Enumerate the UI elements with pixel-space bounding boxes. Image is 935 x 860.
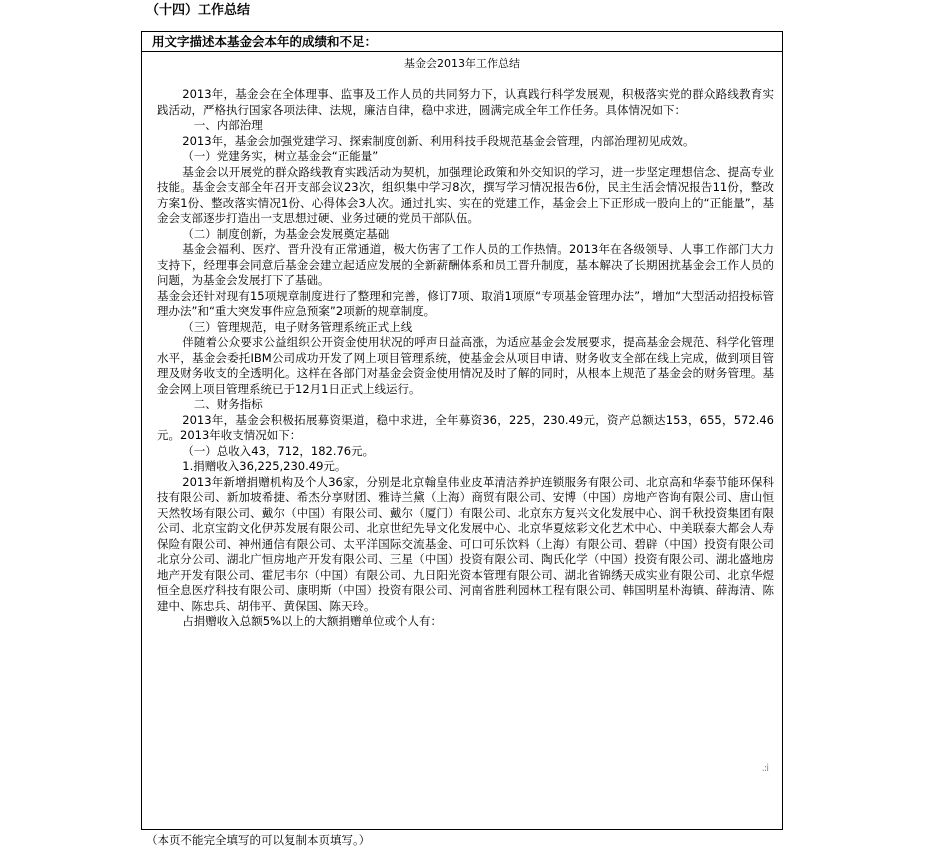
summary-text-area[interactable] bbox=[157, 87, 774, 630]
regulation-paragraph: 基金会还针对现有15项规章制度进行了整理和完善，修订7项、取消1项原“专项基金管理办法”，增加“大型活动招投标管理办法”和“重大突发事件应急预案”2项新的规章制度。 bbox=[157, 288, 774, 318]
summary-form-box[interactable] bbox=[141, 31, 783, 830]
section-heading: （十四）工作总结 bbox=[146, 3, 251, 18]
doc-title: 基金会2013年工作总结 bbox=[404, 57, 520, 70]
governance-paragraph: 2013年，基金会加强党建学习、探索制度创新、利用科技手段规范基金会管理，内部治理初见成效。 bbox=[182, 133, 695, 148]
major-donors-line: 占捐赠收入总额5%以上的大额捐赠单位或个人有： bbox=[182, 614, 443, 628]
donors-paragraph: 2013年新增捐赠机构及个人36家，分别是北京翰皇伟业皮革清洁养护连锁服务有限公司、北京高和华泰节能环保科技有限公司、新加坡希捷、希杰分享财团、雅诗兰黛（上海）商贸有限公司、安博（中国）房地产咨询有限公司、唐山恒天然牧场有限公司、戴尔（中国）有限公司、戴尔（厦门）有限公司、北京东方复兴文化发展中心、润千秋投资集团有限公司、北京宝韵文化伊苏发展有限公司、北京世纪先导文化发展中心、北京华夏炫彩文化艺术中心、中美联泰大都会人寿保险有限公司、神州通信有限公司、太平洋国际交流基金、可口可乐饮料（上海）有限公司、碧辟（中国）投资有限公司北京分公司、湖北广恒房地产开发有限公司、三星（中国）投资有限公司、陶氏化学（中国）投资有限公司、湖北盛地房地产开发有限公司、霍尼韦尔（中国）有限公司、九日阳光资本管理有限公司、湖北省锦绣天成实业有限公司、北京华煜恒全息医疗科技有限公司、康明斯（中国）投资有限公司、河南省胜利园林工程有限公司、韩国明星朴海镇、薛海清、陈建中、陈忠兵、胡伟平、黄保国、陈天玲。 bbox=[157, 474, 774, 613]
financial-paragraph: 2013年，基金会积极拓展募资渠道，稳中求进，全年募资36，225，230.49元，资产总额达153，655，572.46元。2013年收支情况如下： bbox=[157, 412, 774, 442]
subheading-system-innovation: （二）制度创新，为基金会发展奠定基础 bbox=[182, 226, 390, 241]
system-innovation-paragraph: 基金会福利、医疗、晋升没有正常通道，极大伤害了工作人员的工作热情。2013年在各级领导、人事工作部门大力支持下，经理事会同意后基金会建立起适应发展的全新薪酬体系和员工晋升制度，基本解决了长期困扰基金会工作人员的问题，为基金会发展打下了基础。 bbox=[157, 242, 774, 287]
management-paragraph: 伴随着公众要求公益组织公开资金使用状况的呼声日益高涨，为适应基金会发展要求，提高基金会规范、科学化管理水平，基金会委托IBM公司成功开发了网上项目管理系统，使基金会从项目申请、财务收支全部在线上完成，做到项目管理及财务收支的全透明化。这样在各部门对基金会资金使用情况及时了解的同时，从根本上规范了基金会的财务管理。基金会网上项目管理系统已于12月1日正式上线运行。 bbox=[157, 335, 774, 396]
prompt-label: 用文字描述本基金会本年的成绩和不足： bbox=[142, 32, 782, 52]
footer-note: （本页不能完全填写的可以复制本页填写。） bbox=[146, 833, 371, 847]
intro-paragraph: 2013年，基金会在全体理事、监事及工作人员的共同努力下，认真践行科学发展观，积极落实党的群众路线教育实践活动，严格执行国家各项法律、法规，廉洁自律，稳中求进，圆满完成全年工作任务。具体情况如下： bbox=[157, 87, 774, 117]
subheading-management: （三）管理规范，电子财务管理系统正式上线 bbox=[182, 319, 413, 334]
heading-financial-indicators: 二、财务指标 bbox=[193, 397, 263, 411]
subheading-party-building: （一）党建务实，树立基金会“正能量” bbox=[182, 149, 379, 163]
donation-income-line: 1.捐赠收入36,225,230.49元。 bbox=[182, 459, 347, 473]
total-income-line: （一）总收入43，712，182.76元。 bbox=[182, 443, 375, 458]
resize-grip-icon[interactable]: .:i bbox=[761, 763, 768, 774]
heading-internal-governance: 一、内部治理 bbox=[193, 118, 263, 132]
party-building-paragraph: 基金会以开展党的群众路线教育实践活动为契机，加强理论政策和外交知识的学习，进一步坚定理想信念、提高专业技能。基金会支部全年召开支部会议23次，组织集中学习8次，撰写学习情况报告6份，民主生活会情况报告11份，整改方案1份、整改落实情况1份、心得体会3人次。通过扎实、实在的党建工作，基金会上下正形成一股向上的“正能量”，基金会支部逐步打造出一支思想过硬、业务过硬的党员干部队伍。 bbox=[157, 164, 774, 225]
